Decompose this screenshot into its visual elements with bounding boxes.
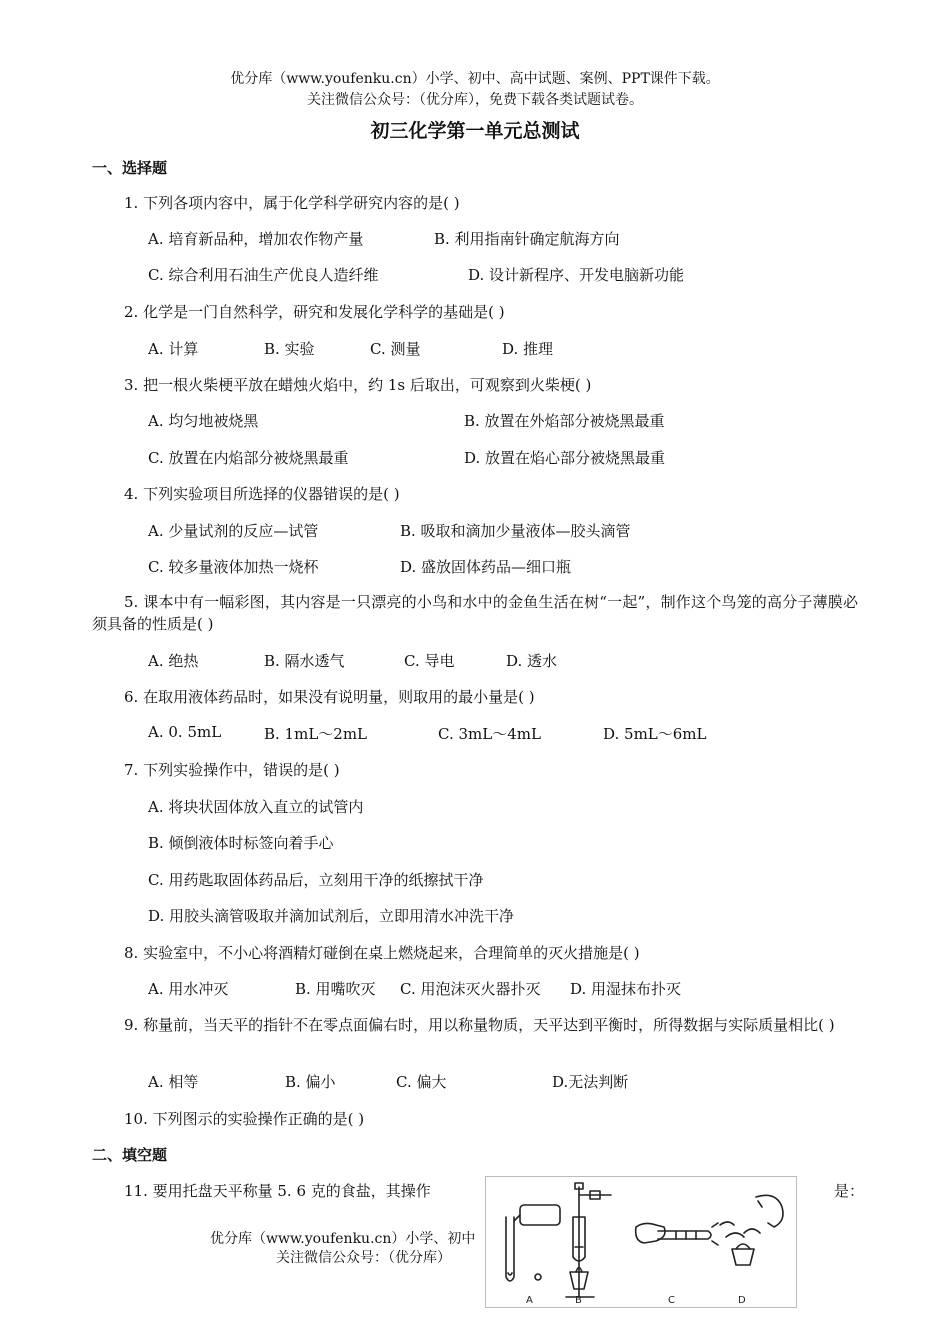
header-line-2: 关注微信公众号：（优分库），免费下载各类试题试卷。 xyxy=(307,92,643,108)
q6-option-a: A. 0. 5mL xyxy=(148,723,222,741)
q4-option-c: C. 较多量液体加热一烧杯 xyxy=(148,558,319,576)
question-5: 5. 课本中有一幅彩图，其内容是一只漂亮的小鸟和水中的金鱼生活在树“一起”，制作这个鸟笼的高分子薄膜必须具备的性质是( ) xyxy=(92,593,858,633)
q9-option-d: D.无法判断 xyxy=(552,1073,629,1091)
q3-option-d: D. 放置在焰心部分被烧黑最重 xyxy=(464,449,666,467)
q7-option-c: C. 用药匙取固体药品后，立刻用干净的纸擦拭干净 xyxy=(148,871,484,889)
question-2: 2. 化学是一门自然科学，研究和发展化学科学的基础是( ) xyxy=(124,303,505,321)
q4-option-b: B. 吸取和滴加少量液体—胶头滴管 xyxy=(400,522,631,540)
question-8: 8. 实验室中，不小心将酒精灯碰倒在桌上燃烧起来，合理简单的灭火措施是( ) xyxy=(124,944,640,962)
footer-line-2: 关注微信公众号：（优分库） xyxy=(276,1250,451,1266)
q8-option-c: C. 用泡沫灭火器扑灭 xyxy=(400,980,541,998)
question-6: 6. 在取用液体药品时，如果没有说明量，则取用的最小量是( ) xyxy=(124,688,535,706)
q6-option-d: D. 5mL～6mL xyxy=(603,725,707,743)
q8-option-b: B. 用嘴吹灭 xyxy=(295,980,376,998)
figure-c-tube-icon xyxy=(636,1223,718,1245)
lab-operations-figure xyxy=(485,1176,797,1308)
q9-option-b: B. 偏小 xyxy=(285,1073,336,1091)
figure-label-b: B xyxy=(575,1295,582,1306)
page-title: 初三化学第一单元总测试 xyxy=(370,120,580,142)
figure-label-d: D xyxy=(738,1295,746,1306)
q4-option-d: D. 盛放固体药品—细口瓶 xyxy=(400,558,572,576)
q5-option-c: C. 导电 xyxy=(404,652,455,670)
q7-option-a: A. 将块状固体放入直立的试管内 xyxy=(148,798,364,816)
q3-option-c: C. 放置在内焰部分被烧黑最重 xyxy=(148,449,349,467)
q9-option-c: C. 偏大 xyxy=(396,1073,447,1091)
q1-option-d: D. 设计新程序、开发电脑新功能 xyxy=(468,266,685,284)
figure-label-a: A xyxy=(526,1295,533,1306)
q2-option-c: C. 测量 xyxy=(370,340,421,358)
question-9: 9. 称量前，当天平的指针不在零点面偏右时，用以称量物质，天平达到平衡时，所得数据与实际质量相比( ) xyxy=(124,1016,835,1034)
section-heading-choice: 一、选择题 xyxy=(92,159,168,177)
q3-option-a: A. 均匀地被烧黑 xyxy=(148,412,259,430)
section-heading-fill: 二、填空题 xyxy=(92,1146,168,1164)
q6-option-b: B. 1mL～2mL xyxy=(264,725,368,743)
q1-option-c: C. 综合利用石油生产优良人造纤维 xyxy=(148,266,379,284)
q7-option-d: D. 用胶头滴管吸取并滴加试剂后，立即用清水冲洗干净 xyxy=(148,907,515,925)
q2-option-a: A. 计算 xyxy=(148,340,199,358)
question-7: 7. 下列实验操作中，错误的是( ) xyxy=(124,761,340,779)
q8-option-d: D. 用湿抹布扑灭 xyxy=(570,980,682,998)
question-3: 3. 把一根火柴梗平放在蜡烛火焰中，约 1s 后取出，可观察到火柴梗( ) xyxy=(124,376,592,394)
q2-option-b: B. 实验 xyxy=(264,340,315,358)
q4-option-a: A. 少量试剂的反应—试管 xyxy=(148,522,319,540)
q5-option-d: D. 透水 xyxy=(506,652,558,670)
header-line-1: 优分库（www.youfenku.cn）小学、初中、高中试题、案例、PPT课件下载。 xyxy=(230,71,720,87)
q1-option-b: B. 利用指南针确定航海方向 xyxy=(434,230,620,248)
figure-b-heating-icon xyxy=(566,1183,611,1297)
question-11: 11. 要用托盘天平称量 5. 6 克的食盐，其操作 xyxy=(124,1182,431,1200)
figure-label-c: C xyxy=(668,1295,675,1306)
figure-a-pouring-icon xyxy=(506,1205,560,1281)
q6-option-c: C. 3mL～4mL xyxy=(438,725,541,743)
q5-option-a: A. 绝热 xyxy=(148,652,199,670)
lab-operations-illustration xyxy=(486,1177,796,1307)
question-4: 4. 下列实验项目所选择的仪器错误的是( ) xyxy=(124,485,400,503)
question-10: 10. 下列图示的实验操作正确的是( ) xyxy=(124,1110,365,1128)
q3-option-b: B. 放置在外焰部分被烧黑最重 xyxy=(464,412,665,430)
q9-option-a: A. 相等 xyxy=(148,1073,199,1091)
q7-option-b: B. 倾倒液体时标签向着手心 xyxy=(148,834,334,852)
q2-option-d: D. 推理 xyxy=(502,340,554,358)
question-11-tail: 是： xyxy=(834,1182,865,1200)
q5-option-b: B. 隔水透气 xyxy=(264,652,345,670)
q8-option-a: A. 用水冲灭 xyxy=(148,980,229,998)
footer-line-1: 优分库（www.youfenku.cn）小学、初中 xyxy=(210,1231,476,1247)
figure-d-smelling-icon xyxy=(720,1195,783,1265)
question-1: 1. 下列各项内容中，属于化学科学研究内容的是( ) xyxy=(124,194,460,212)
q1-option-a: A. 培育新品种，增加农作物产量 xyxy=(148,230,364,248)
